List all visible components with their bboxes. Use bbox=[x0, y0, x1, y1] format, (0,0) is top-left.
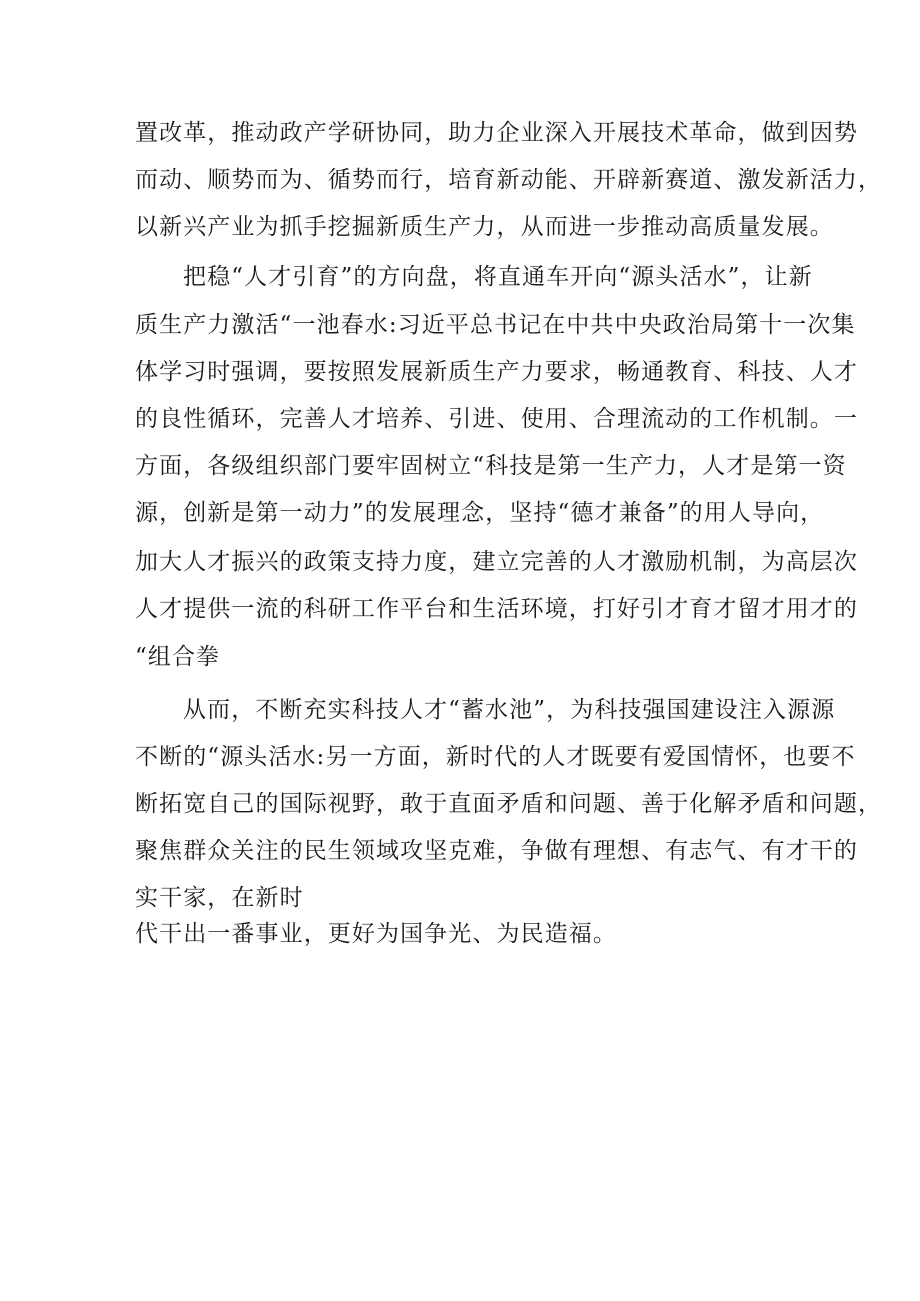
text-line: 代干出一番事业，更好为国争光、为民造福。 bbox=[135, 921, 617, 947]
text-line: 质生产力激活“一池春水:习近平总书记在中共中央政治局第十一次集 bbox=[135, 312, 856, 338]
text-line: 加大人才振兴的政策支持力度，建立完善的人才激励机制，为高层次 bbox=[135, 549, 858, 575]
text-line: 人才提供一流的科研工作平台和生活环境，打好引才育才留才用才的 bbox=[135, 596, 858, 622]
text-line: 聚焦群众关注的民生领域攻坚克难，争做有理想、有志气、有才干的 bbox=[135, 838, 858, 864]
text-line: 实干家，在新时 bbox=[135, 885, 304, 911]
paragraph-start-line: 从而，不断充实科技人才“蓄水池”，为科技强国建设注入源源 bbox=[183, 697, 836, 723]
text-line: 置改革，推动政产学研协同，助力企业深入开展技术革命，做到因势 bbox=[135, 120, 858, 146]
text-line: 方面，各级组织部门要牢固树立“科技是第一生产力，人才是第一资 bbox=[135, 453, 847, 479]
text-line: 不断的“源头活水:另一方面，新时代的人才既要有爱国情怀，也要不 bbox=[135, 744, 856, 770]
text-line: 体学习时强调，要按照发展新质生产力要求，畅通教育、科技、人才 bbox=[135, 359, 858, 385]
text-line: 而动、顺势而为、循势而行，培育新动能、开辟新赛道、激发新活力， bbox=[135, 167, 883, 193]
paragraph-start-line: 把稳“人才引育”的方向盘，将直通车开向“源头活水”，让新 bbox=[183, 264, 813, 290]
text-line: 的良性循环，完善人才培养、引进、使用、合理流动的工作机制。一 bbox=[135, 406, 858, 432]
text-line: “组合拳 bbox=[135, 644, 221, 670]
text-line: 以新兴产业为抓手挖掘新质生产力，从而进一步推动高质量发展。 bbox=[135, 214, 834, 240]
text-line: 断拓宽自己的国际视野，敢于直面矛盾和问题、善于化解矛盾和问题， bbox=[135, 791, 883, 817]
text-line: 源，创新是第一动力”的发展理念，坚持“德才兼备”的用人导向， bbox=[135, 500, 825, 526]
